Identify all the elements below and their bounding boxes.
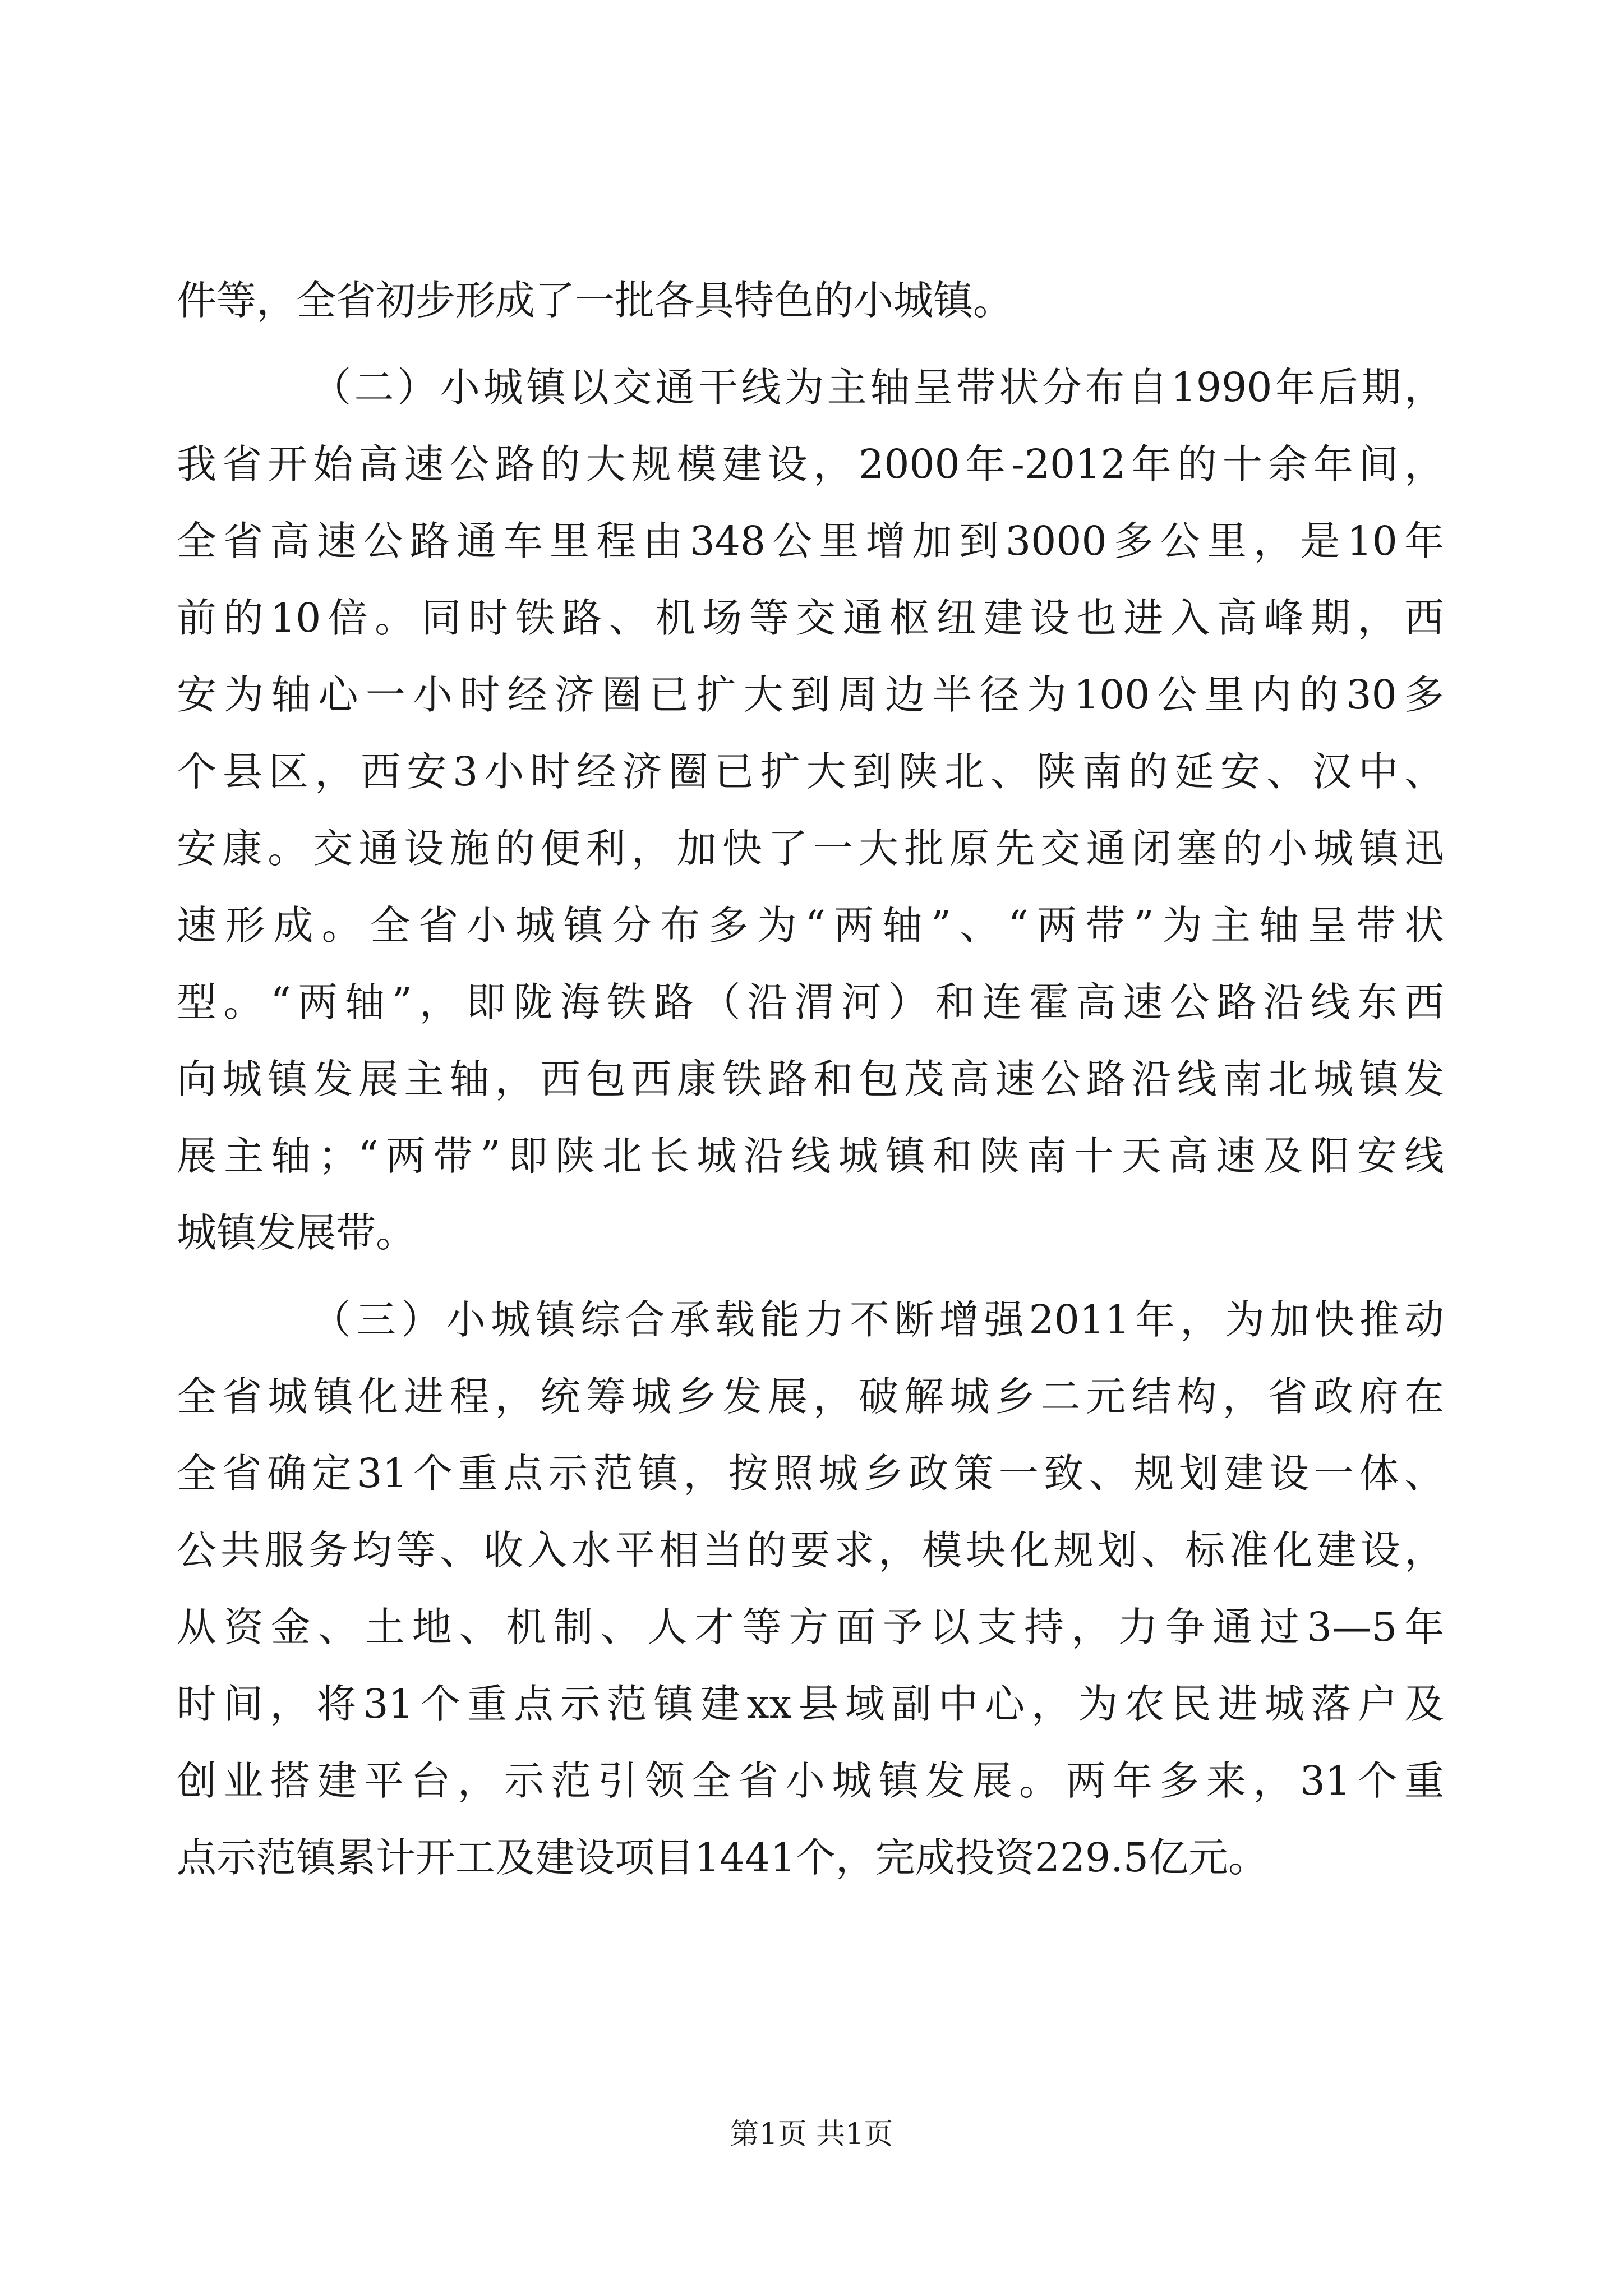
paragraph-first-line: （三）小城镇综合承载能力不断增强2011年，为加快推动 xyxy=(311,1296,1444,1343)
text-line: 从资金、土地、机制、人才等方面予以支持，力争通过3—5年 xyxy=(177,1604,1444,1650)
paragraph-gap xyxy=(177,339,1444,349)
text-line: 全省高速公路通车里程由348公里增加到3000多公里，是10年 xyxy=(177,518,1444,564)
text-line: 城镇发展带。 xyxy=(177,1209,416,1256)
text-line: 安为轴心一小时经济圈已扩大到周边半径为100公里内的30多 xyxy=(177,671,1444,718)
text-line: 安康。交通设施的便利，加快了一大批原先交通闭塞的小城镇迅 xyxy=(177,825,1444,872)
text-line: 创业搭建平台，示范引领全省小城镇发展。两年多来，31个重 xyxy=(177,1757,1444,1804)
text-line: 件等，全省初步形成了一批各具特色的小城镇。 xyxy=(177,277,1013,324)
text-line: 我省开始高速公路的大规模建设，2000年-2012年的十余年间， xyxy=(177,441,1444,487)
document-body xyxy=(177,262,1444,1896)
text-line: 向城镇发展主轴，西包西康铁路和包茂高速公路沿线南北城镇发 xyxy=(177,1056,1444,1102)
text-line: 型。“两轴”，即陇海铁路（沿渭河）和连霍高速公路沿线东西 xyxy=(177,979,1444,1025)
text-line: 全省确定31个重点示范镇，按照城乡政策一致、规划建设一体、 xyxy=(177,1450,1444,1497)
text-line: 点示范镇累计开工及建设项目1441个，完成投资229.5亿元。 xyxy=(177,1834,1268,1881)
paragraph-first-line: （二）小城镇以交通干线为主轴呈带状分布自1990年后期， xyxy=(311,364,1444,411)
page-footer xyxy=(0,2116,1623,2152)
text-line: 时间，将31个重点示范镇建xx县域副中心，为农民进城落户及 xyxy=(177,1681,1444,1727)
text-line: 个县区，西安3小时经济圈已扩大到陕北、陕南的延安、汉中、 xyxy=(177,748,1444,795)
text-line: 全省城镇化进程，统筹城乡发展，破解城乡二元结构，省政府在 xyxy=(177,1373,1444,1420)
text-line: 前的10倍。同时铁路、机场等交通枢纽建设也进入高峰期，西 xyxy=(177,595,1444,641)
page-number-label: 第1页 共1页 xyxy=(730,2118,893,2151)
text-line: 速形成。全省小城镇分布多为“两轴”、“两带”为主轴呈带状 xyxy=(177,902,1444,949)
text-line: 展主轴；“两带”即陕北长城沿线城镇和陕南十天高速及阳安线 xyxy=(177,1133,1444,1179)
paragraph-gap xyxy=(177,1271,1444,1281)
text-line: 公共服务均等、收入水平相当的要求，模块化规划、标准化建设， xyxy=(177,1527,1444,1573)
